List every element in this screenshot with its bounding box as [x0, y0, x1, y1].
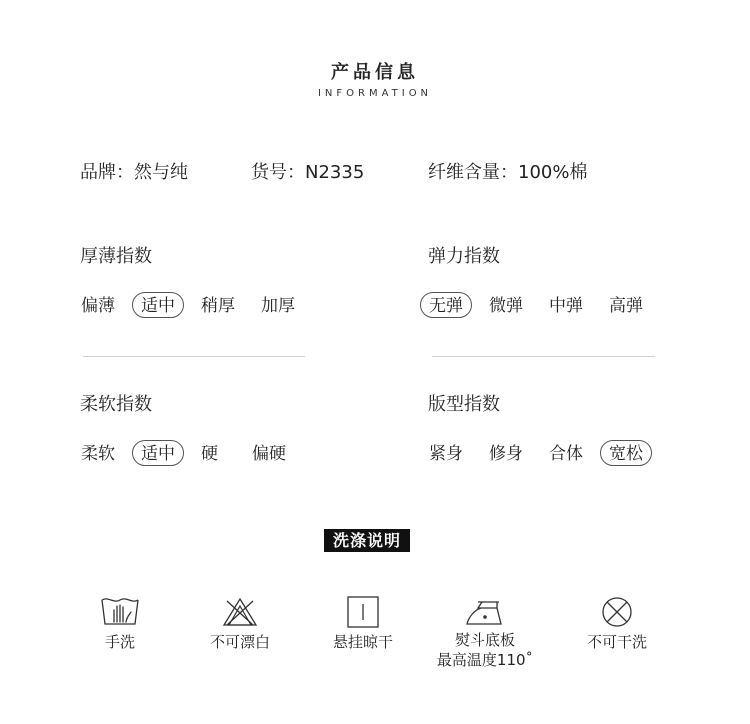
care-label: 不可干洗	[586, 633, 647, 651]
care-label: 不可漂白	[209, 633, 270, 651]
thickness-option: 稍厚	[201, 296, 235, 316]
elasticity-option: 中弹	[549, 296, 583, 316]
do-not-bleach-icon	[220, 596, 260, 628]
thickness-index-title: 厚薄指数	[80, 246, 152, 267]
iron-icon	[465, 596, 505, 628]
care-label: 熨斗底板	[454, 631, 515, 649]
elasticity-index-title: 弹力指数	[428, 246, 500, 267]
care-label-secondary: 最高温度110˚	[436, 651, 534, 669]
softness-option: 柔软	[81, 444, 115, 464]
care-item-iron	[420, 596, 550, 670]
elasticity-option: 高弹	[609, 296, 643, 316]
thickness-option: 偏薄	[81, 296, 115, 316]
fit-option: 合体	[549, 444, 583, 464]
elasticity-option: 微弹	[489, 296, 523, 316]
softness-option: 偏硬	[252, 444, 286, 464]
softness-index-options	[72, 440, 303, 466]
brand-info: 品牌：然与纯	[80, 162, 188, 183]
softness-option: 适中	[132, 440, 184, 466]
thickness-option: 适中	[132, 292, 184, 318]
care-instructions-title: 洗涤说明	[324, 529, 410, 552]
page-title: 产品信息	[331, 62, 419, 83]
thickness-option: 加厚	[261, 296, 295, 316]
right-divider	[432, 356, 655, 357]
softness-index-title: 柔软指数	[80, 394, 152, 415]
do-not-dry-clean-icon	[597, 596, 637, 628]
item-number-info: 货号：N2335	[251, 162, 365, 183]
fit-option: 紧身	[429, 444, 463, 464]
care-item-no-dry-clean	[552, 596, 682, 652]
fit-option: 宽松	[600, 440, 652, 466]
care-item-no-bleach	[175, 596, 305, 652]
fit-option: 修身	[489, 444, 523, 464]
elasticity-option: 无弹	[420, 292, 472, 318]
page-subtitle: INFORMATION	[317, 88, 433, 99]
fit-index-title: 版型指数	[428, 394, 500, 415]
left-divider	[83, 356, 305, 357]
hand-wash-icon	[100, 596, 140, 628]
care-item-line-dry	[298, 596, 428, 652]
care-label: 悬挂晾干	[332, 633, 393, 651]
softness-option: 硬	[201, 444, 218, 464]
fiber-content-info: 纤维含量：100%棉	[428, 162, 588, 183]
care-label: 手洗	[104, 633, 135, 651]
elasticity-index-options	[420, 292, 660, 318]
care-item-hand-wash	[55, 596, 185, 652]
thickness-index-options	[72, 292, 312, 318]
line-dry-icon	[343, 596, 383, 628]
fit-index-options	[420, 440, 660, 466]
